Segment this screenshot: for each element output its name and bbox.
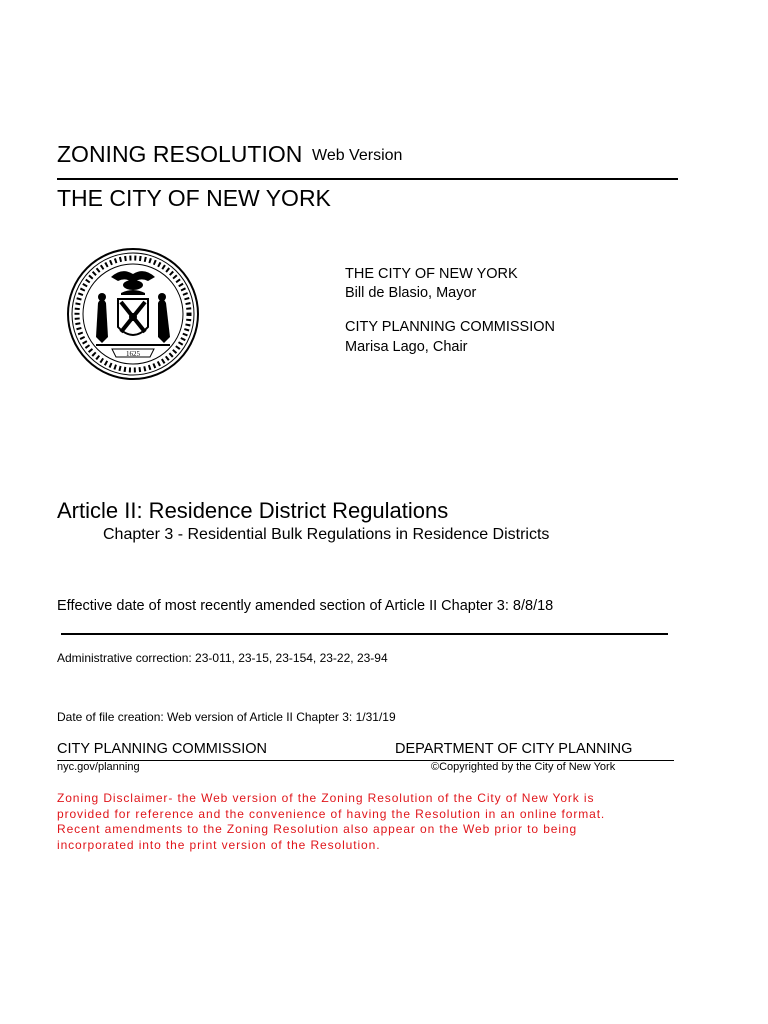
administrative-correction: Administrative correction: 23-011, 23-15, 23-154, 23-22, 23-94 — [57, 651, 388, 665]
effective-date: Effective date of most recently amended section of Article II Chapter 3: 8/8/18 — [57, 598, 554, 614]
footer-website: nyc.gov/planning — [57, 761, 140, 773]
effective-divider — [61, 633, 668, 635]
disclaimer-line: incorporated into the print version of the Resolution. — [57, 837, 381, 852]
officials-city: THE CITY OF NEW YORK — [345, 266, 518, 282]
footer-department: DEPARTMENT OF CITY PLANNING — [395, 741, 633, 757]
officials-commission: CITY PLANNING COMMISSION — [345, 319, 556, 335]
title-divider — [57, 178, 678, 180]
document-subtitle: Web Version — [312, 147, 403, 164]
file-creation-date: Date of file creation: Web version of Article II Chapter 3: 1/31/19 — [57, 710, 396, 724]
zoning-disclaimer — [57, 791, 657, 853]
officials-chair: Marisa Lago, Chair — [345, 339, 468, 355]
city-heading: THE CITY OF NEW YORK — [57, 185, 331, 211]
disclaimer-line: provided for reference and the convenience of having the Resolution in an online format. — [57, 806, 606, 821]
officials-mayor: Bill de Blasio, Mayor — [345, 285, 477, 301]
disclaimer-line: Zoning Disclaimer- the Web version of the Zoning Resolution of the City of New York is — [57, 791, 595, 805]
disclaimer-line: Recent amendments to the Zoning Resolution also appear on the Web prior to being — [57, 822, 578, 836]
article-title: Article II: Residence District Regulations — [57, 498, 449, 523]
seal-year: 1625 — [126, 350, 140, 358]
chapter-title: Chapter 3 - Residential Bulk Regulations in Residence Districts — [103, 526, 550, 543]
nyc-seal-icon — [66, 247, 200, 381]
footer-copyright: ©Copyrighted by the City of New York — [431, 761, 616, 773]
document-title: ZONING RESOLUTION — [57, 141, 303, 167]
footer-commission: CITY PLANNING COMMISSION — [57, 741, 268, 757]
